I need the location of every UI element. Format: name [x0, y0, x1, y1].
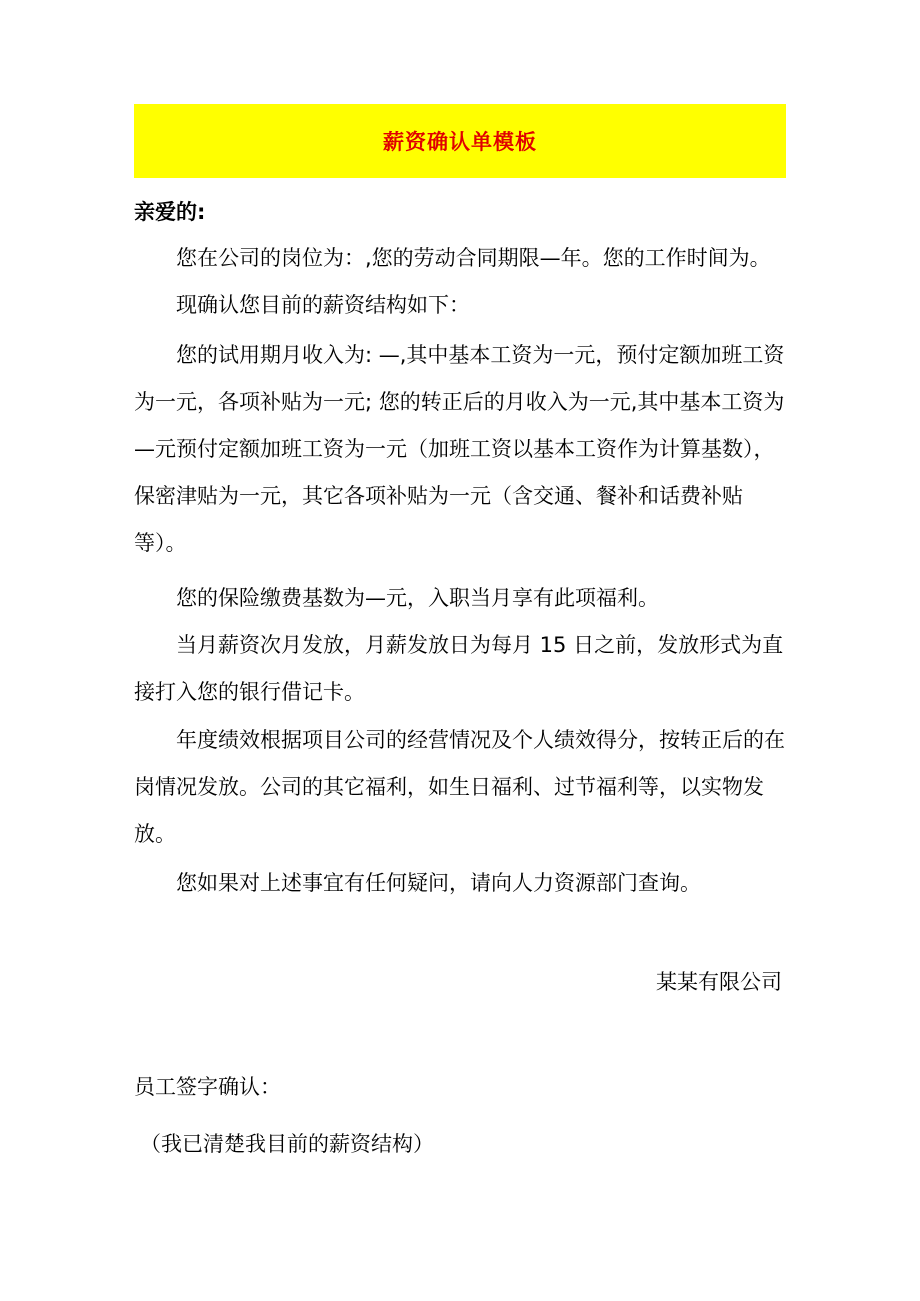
signature-note: （我已清楚我目前的薪资结构）	[140, 1132, 434, 1156]
paragraph-performance: 年度绩效根据项目公司的经营情况及个人绩效得分，按转正后的在岗情况发放。公司的其它福利，如生日福利、过节福利等，以实物发放。	[134, 728, 785, 846]
paragraph-intro: 现确认您目前的薪资结构如下：	[176, 293, 470, 317]
title-banner	[134, 104, 786, 178]
salutation: 亲爱的:	[134, 200, 206, 224]
document-title: 薪资确认单模板	[383, 130, 537, 154]
signature-label: 员工签字确认：	[134, 1075, 281, 1099]
paragraph-payment: 当月薪资次月发放，月薪发放日为每月 15 日之前，发放形式为直接打入您的银行借记卡。	[134, 633, 784, 704]
paragraph-contact: 您如果对上述事宜有任何疑问，请向人力资源部门查询。	[176, 871, 701, 895]
paragraph-insurance: 您的保险缴费基数为—元，入职当月享有此项福利。	[176, 586, 659, 610]
paragraph-salary-structure: 您的试用期月收入为: —,其中基本工资为一元，预付定额加班工资为一元，各项补贴为一元; 您的转正后的月收入为一元,其中基本工资为—元预付定额加班工资为一元（加班工资以基本工资作为计算基数），保密津贴为一元，其它各项补贴为一元（含交通、餐补和话费补贴等）。	[134, 343, 785, 555]
paragraph-position: 您在公司的岗位为：,您的劳动合同期限—年。您的工作时间为。	[176, 246, 771, 270]
company-name: 某某有限公司	[656, 970, 782, 994]
